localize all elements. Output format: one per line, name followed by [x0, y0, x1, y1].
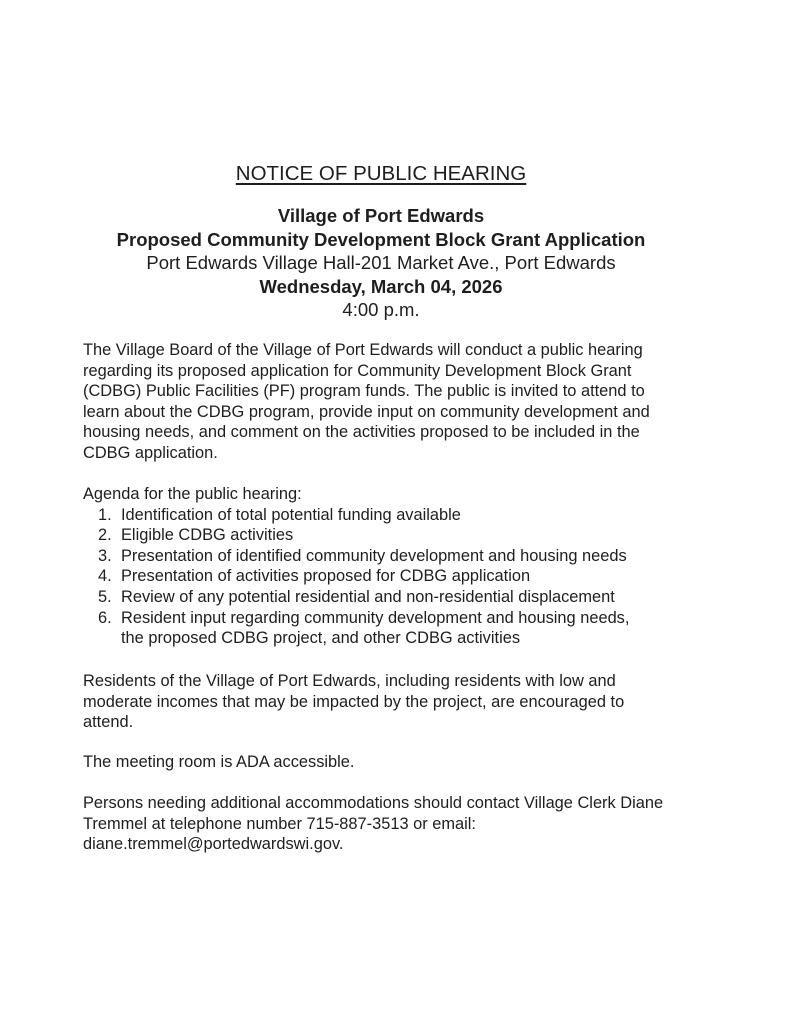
hearing-time: 4:00 p.m. [342, 299, 420, 321]
hearing-date: Wednesday, March 04, 2026 [259, 275, 503, 297]
text-line: The Village Board of the Village of Port Edwards will conduct a public hearing [83, 341, 643, 359]
item-text: Presentation of identified community development and housing needs [121, 546, 627, 565]
agenda-section [83, 484, 703, 649]
item-number: 2. [98, 526, 112, 545]
intro-paragraph [83, 340, 703, 464]
item-text: Eligible CDBG activities [121, 526, 294, 545]
contact-email: diane.tremmel@portedwardswi.gov. [83, 835, 344, 854]
contact-paragraph [83, 793, 703, 855]
text-line: (CDBG) Public Facilities (PF) program funds. The public is invited to attend to [83, 382, 645, 401]
agenda-intro: Agenda for the public hearing: [83, 485, 302, 503]
notice-heading [83, 204, 679, 322]
agenda-item [83, 546, 703, 567]
item-text: Presentation of activities proposed for CDBG application [121, 567, 531, 586]
text-line: moderate incomes that may be impacted by the project, are encouraged to [83, 692, 625, 711]
text-line: The meeting room is ADA accessible. [83, 753, 355, 771]
item-number: 3. [98, 546, 112, 565]
text-line: Persons needing additional accommodations should contact Village Clerk Diane [83, 794, 664, 812]
item-number: 4. [98, 567, 112, 586]
agenda-item [83, 608, 703, 649]
agenda-list [83, 505, 703, 649]
residents-paragraph [83, 671, 703, 733]
text-line: CDBG application. [83, 443, 218, 462]
agenda-item [83, 566, 703, 587]
text-line: Tremmel at telephone number 715-887-3513 or email: [83, 814, 476, 833]
text-line: regarding its proposed application for Community Development Block Grant [83, 361, 632, 380]
text-line: Residents of the Village of Port Edwards, including residents with low and [83, 672, 616, 690]
hearing-location: Port Edwards Village Hall-201 Market Ave., Port Edwards [146, 252, 616, 274]
text-line: attend. [83, 713, 134, 732]
item-number: 1. [98, 505, 112, 524]
hearing-subject: Proposed Community Development Block Grant Application [116, 228, 646, 250]
item-number: 6. [98, 608, 112, 627]
item-text: Resident input regarding community development and housing needs, [121, 608, 630, 627]
agenda-item [83, 525, 703, 546]
accessibility-paragraph [83, 752, 703, 773]
item-text: Identification of total potential funding available [121, 505, 461, 524]
item-text: Review of any potential residential and non-residential displacement [121, 587, 615, 606]
notice-title: NOTICE OF PUBLIC HEARING [235, 162, 527, 185]
item-number: 5. [98, 587, 112, 606]
text-line: learn about the CDBG program, provide input on community development and [83, 402, 650, 421]
agenda-item [83, 587, 703, 608]
text-line: housing needs, and comment on the activities proposed to be included in the [83, 423, 640, 442]
organization-name: Village of Port Edwards [277, 205, 485, 226]
agenda-item [83, 505, 703, 526]
item-text: the proposed CDBG project, and other CDBG activities [121, 629, 521, 648]
